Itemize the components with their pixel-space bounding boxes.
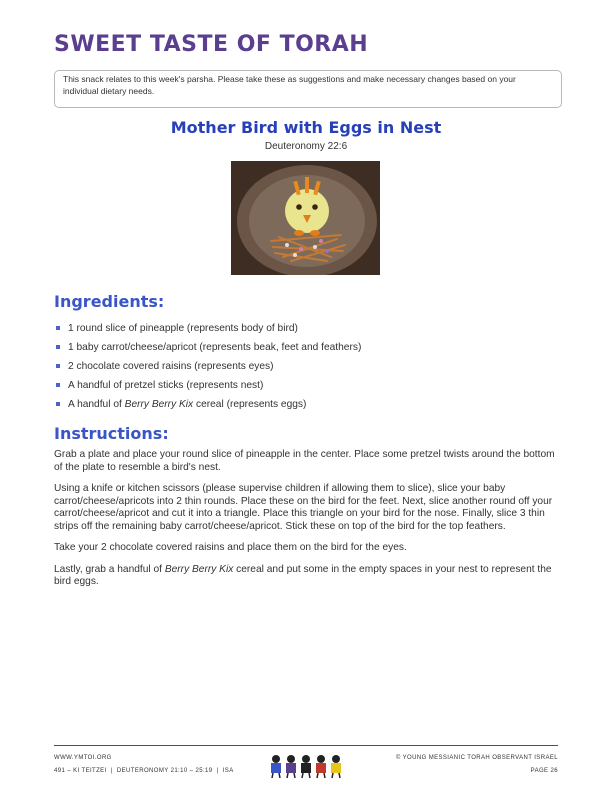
footer-parsha: 491 – KI TEITZEI | DEUTERONOMY 21:10 – 25:19 | ISA bbox=[54, 768, 234, 774]
parsha-name: 491 – KI TEITZEI bbox=[54, 768, 107, 774]
logo-kids-icon bbox=[268, 753, 344, 779]
haftarah: ISA bbox=[222, 768, 234, 774]
instruction-paragraph bbox=[54, 564, 559, 589]
list-item: 1 round slice of pineapple (represents body of bird) bbox=[54, 319, 554, 338]
cereal-name: Berry Berry Kix bbox=[164, 563, 234, 575]
page-title: SWEET TASTE OF TORAH bbox=[54, 32, 369, 57]
instruction-paragraph: Using a knife or kitchen scissors (please supervise children if allowing them to slice), slice your baby carrot/cheese/apricots into 2 thin rounds. Place these on the bird for the feet. Next, slice another round off your carrot/cheese/apricot and cut it into a triangle. Place this triangle on your bird for the nose. Finally, slice 3 thin strips off the remaining baby carrot/cheese/apricot. Stick these on top of the bird for the top feathers. bbox=[54, 483, 553, 532]
recipe-title: Mother Bird with Eggs in Nest bbox=[170, 118, 442, 137]
instruction-text: Lastly, grab a handful of bbox=[54, 563, 165, 575]
instructions-body bbox=[54, 449, 559, 598]
instruction-text: cereal and put some in the empty spaces in your nest to represent the bird eggs. bbox=[54, 563, 552, 587]
instruction-paragraph: Grab a plate and place your round slice of pineapple in the center. Place some pretzel twists around the bottom of the plate to resemble a bird's nest. bbox=[54, 449, 555, 473]
list-item bbox=[54, 395, 554, 414]
footer-copyright: © YOUNG MESSIANIC TORAH OBSERVANT ISRAEL bbox=[395, 755, 558, 761]
footer-divider bbox=[54, 745, 558, 746]
list-item: 2 chocolate covered raisins (represents eyes) bbox=[54, 357, 554, 376]
list-item: 1 baby carrot/cheese/apricot (represents beak, feet and feathers) bbox=[54, 338, 554, 357]
recipe-photo bbox=[231, 161, 380, 275]
ingredient-text: A handful of bbox=[68, 399, 125, 410]
ingredient-text: cereal (represents eggs) bbox=[193, 399, 307, 410]
cereal-name: Berry Berry Kix bbox=[124, 399, 194, 410]
torah-portion: DEUTERONOMY 21:10 – 25:19 bbox=[116, 768, 213, 774]
instructions-heading: Instructions: bbox=[54, 424, 169, 443]
footer-page-number: PAGE 26 bbox=[530, 768, 558, 774]
recipe-reference: Deuteronomy 22:6 bbox=[264, 141, 348, 152]
footer-website[interactable]: WWW.YMTOI.ORG bbox=[54, 755, 112, 761]
list-item: A handful of pretzel sticks (represents nest) bbox=[54, 376, 554, 395]
instruction-paragraph: Take your 2 chocolate covered raisins and place them on the bird for the eyes. bbox=[54, 542, 407, 553]
ingredients-heading: Ingredients: bbox=[54, 292, 165, 311]
ingredients-list bbox=[54, 319, 554, 414]
intro-note: This snack relates to this week's parsha. Please take these as suggestions and make necessary changes based on your individual dietary needs. bbox=[54, 70, 562, 108]
